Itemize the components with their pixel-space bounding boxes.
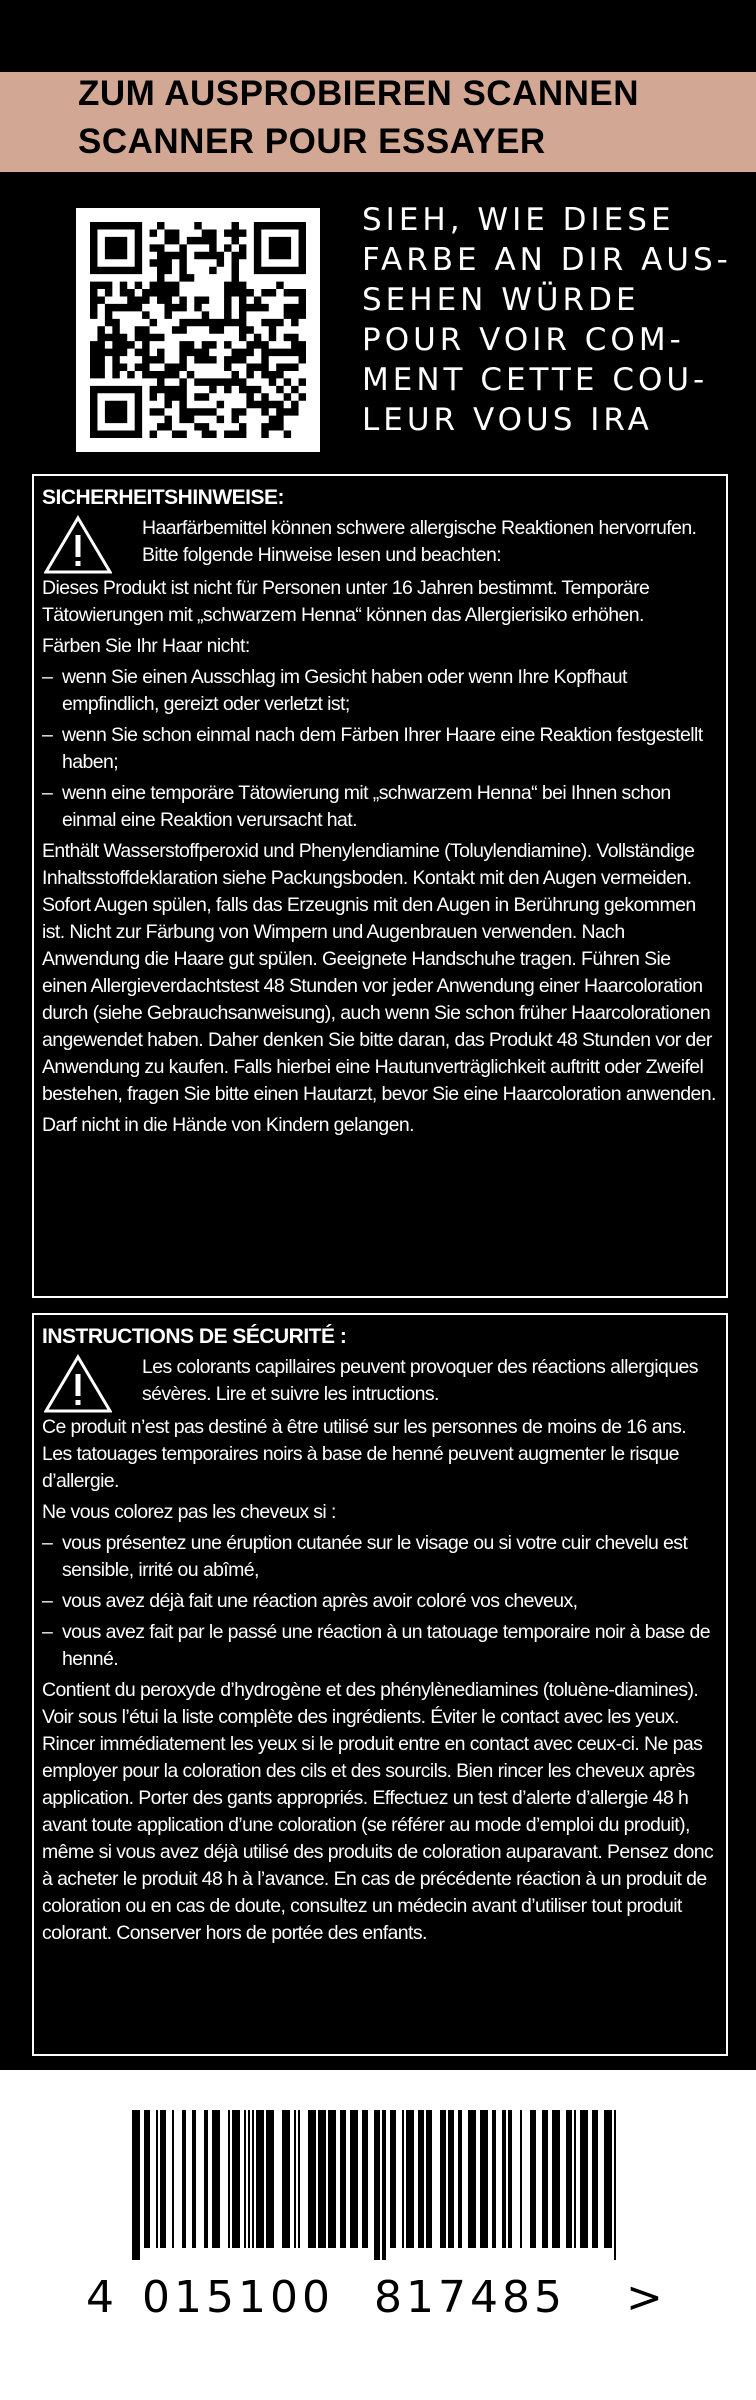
barcode-bar xyxy=(468,2110,476,2248)
barcode-bar xyxy=(440,2110,446,2248)
list-item: – vous avez fait par le passé une réaction à un tatouage temporaire noir à base de henné. xyxy=(42,1621,710,1670)
barcode-bar xyxy=(492,2110,496,2248)
barcode-bar xyxy=(248,2110,250,2248)
child-warning-de: Darf nicht in die Hände von Kindern gelangen. xyxy=(42,1114,414,1136)
barcode-bar xyxy=(144,2110,150,2248)
try-on-line: POUR VOIR COM- xyxy=(362,322,685,358)
barcode-bar xyxy=(374,2110,380,2260)
warning-triangle-icon xyxy=(44,1354,112,1414)
ingredients-instructions-fr: Contient du peroxyde d’hydrogène et des phénylènediamines (toluène-diamines). Voir sous l’étui la liste complète des ingrédients. Éviter le contact avec les yeux. Rincer immédiatement les yeux si le produit entre en contact avec ceux-ci. Ne pas employer pour la coloration des cils et des sourcils. Bien rincer les cheveux après application. Porter des gants appropriés. Effectuez un test d’alerte d’allergie 48 h avant toute application d’une coloration (se référer au mode d’emploi du produit), même si vous avez déjà utilisé des produits de coloration auparavant. Pensez donc à acheter le produit 48 h à l’avance. En cas de précédente réaction à un produit de coloration ou en cas de doute, consultez un médecin avant d’utiliser tout produit colorant. Conserver hors de portée des enfants. xyxy=(42,1679,714,1944)
barcode-bar xyxy=(530,2110,536,2248)
list-item-text: wenn Sie einen Ausschlag im Gesicht haben oder wenn Ihre Kopfhaut empfindlich, gereizt oder verletzt ist; xyxy=(62,666,627,715)
barcode-bar xyxy=(580,2110,588,2248)
ingredients-instructions-de: Enthält Wasserstoffperoxid und Phenylendiamine (Toluylendiamine). Vollständige Inhaltsstoffdeklaration siehe Packungsboden. Kontakt mit den Augen vermeiden. Sofort Augen spülen, falls das Erzeugnis mit den Augen in Berührung gekommen ist. Nicht zur Färbung von Wimpern und Augenbrauen verwenden. Nach Anwendung die Haare gut spülen. Geeignete Handschuhe tragen. Führen Sie einen Allergieverdachtstest 48 Stunden vor jeder Anwendung einer Haarcoloration durch (siehe Gebrauchsanweisung), auch wenn Sie schon früher Haarcolorationen angewendet haben. Daher denken Sie bitte daran, das Produkt 48 Stunden vor der Anwendung zu kaufen. Falls hierbei eine Hautunverträglichkeit auftritt oder Zweifel bestehen, fragen Sie bitte einen Hautarzt, bevor Sie eine Haarcoloration anwenden. xyxy=(42,840,716,1105)
list-item-text: wenn Sie schon einmal nach dem Färben Ihrer Haare eine Reaktion festgestellt haben; xyxy=(62,724,703,773)
barcode-bar xyxy=(328,2110,336,2248)
barcode-bar xyxy=(418,2110,424,2248)
try-on-line: FARBE AN DIR AUS- xyxy=(362,242,732,278)
qr-code-icon xyxy=(90,222,306,438)
safety-title-fr: INSTRUCTIONS DE SÉCURITÉ : xyxy=(42,1325,347,1348)
barcode-marker: > xyxy=(626,2272,667,2323)
barcode-bar xyxy=(592,2110,598,2248)
barcode-bar xyxy=(244,2110,246,2248)
list-item: – wenn eine temporäre Tätowierung mit „schwarzem Henna“ bei Ihnen schon einmal eine Reaktion verursacht hat. xyxy=(42,782,671,831)
barcode-bar xyxy=(350,2110,358,2248)
allergy-warning-fr: Les colorants capillaires peuvent provoquer des réactions allergiques sévères. Lire et suivre les intructions. xyxy=(142,1356,698,1405)
barcode-bar xyxy=(362,2110,368,2248)
try-on-text xyxy=(362,200,732,440)
barcode-bar xyxy=(232,2110,240,2248)
barcode-bar xyxy=(156,2110,158,2248)
barcode-bar xyxy=(604,2110,612,2248)
barcode-bar xyxy=(382,2110,386,2260)
safety-box-de xyxy=(32,474,728,1298)
barcode-bar xyxy=(212,2110,220,2248)
barcode-bar xyxy=(172,2110,174,2248)
do-not-dye-lead-de: Färben Sie Ihr Haar nicht: xyxy=(42,635,250,657)
barcode-bar xyxy=(458,2110,462,2248)
banner-title-de: ZUM AUSPROBIEREN SCANNEN xyxy=(78,74,640,113)
list-item: – vous avez déjà fait une réaction après avoir coloré vos cheveux, xyxy=(42,1590,578,1612)
barcode-bar xyxy=(574,2110,576,2248)
list-item: – vous présentez une éruption cutanée sur le visage ou si votre cuir chevelu est sensible, irrité ou abîmé, xyxy=(42,1532,688,1581)
barcode-bar xyxy=(406,2110,414,2248)
barcode-bar xyxy=(614,2110,616,2260)
barcode-bar xyxy=(566,2110,572,2248)
ean-barcode-icon xyxy=(128,2110,628,2260)
qr-code[interactable] xyxy=(76,208,320,452)
try-on-line: SEHEN WÜRDE xyxy=(362,282,640,318)
barcode-bar xyxy=(266,2110,274,2248)
barcode-bar xyxy=(252,2110,254,2248)
list-item-text: wenn eine temporäre Tätowierung mit „schwarzem Henna“ bei Ihnen schon einmal eine Reaktion verursacht hat. xyxy=(62,782,671,831)
list-item: – wenn Sie schon einmal nach dem Färben Ihrer Haare eine Reaktion festgestellt haben; xyxy=(42,724,703,773)
try-on-line: LEUR VOUS IRA xyxy=(362,402,653,438)
barcode-digit-first: 4 xyxy=(86,2272,118,2323)
safety-box-fr xyxy=(32,1313,728,2056)
barcode-digits-left: 015100 xyxy=(142,2272,334,2323)
try-on-line: MENT CETTE COU- xyxy=(362,362,709,398)
barcode-bar xyxy=(402,2110,404,2248)
barcode-bar xyxy=(160,2110,166,2248)
barcode-bar xyxy=(182,2110,186,2248)
do-not-dye-lead-fr: Ne vous colorez pas les cheveux si : xyxy=(42,1501,336,1523)
scan-banner xyxy=(0,72,756,172)
warning-triangle-icon xyxy=(44,515,112,575)
barcode-digits xyxy=(86,2272,686,2342)
barcode-bar xyxy=(318,2110,326,2248)
list-item-text: vous présentez une éruption cutanée sur le visage ou si votre cuir chevelu est sensible, irrité ou abîmé, xyxy=(62,1532,688,1581)
barcode-bar xyxy=(294,2110,296,2248)
banner-title-fr: SCANNER POUR ESSAYER xyxy=(78,122,546,161)
barcode-bar xyxy=(520,2110,522,2248)
barcode-bar xyxy=(480,2110,488,2248)
safety-title-de: SICHERHEITSHINWEISE: xyxy=(42,486,285,509)
barcode-bar xyxy=(508,2110,512,2248)
barcode-bar xyxy=(308,2110,316,2248)
barcode-bar xyxy=(256,2110,264,2248)
barcode-bar xyxy=(448,2110,454,2248)
barcode-bar xyxy=(132,2110,140,2260)
barcode-bar xyxy=(282,2110,290,2248)
barcode-bar xyxy=(204,2110,208,2248)
barcode-bar xyxy=(426,2110,432,2248)
barcode-bar xyxy=(192,2110,196,2248)
try-on-line: SIEH, WIE DIESE xyxy=(362,202,675,238)
age-notice-fr: Ce produit n’est pas destiné à être utilisé sur les personnes de moins de 16 ans. Les tatouages temporaires noirs à base de henné peuvent augmenter le risque d’allergie. xyxy=(42,1416,687,1492)
barcode-bar xyxy=(552,2110,560,2248)
barcode-digits-right: 817485 xyxy=(374,2272,566,2323)
list-item: – wenn Sie einen Ausschlag im Gesicht haben oder wenn Ihre Kopfhaut empfindlich, gereizt oder verletzt ist; xyxy=(42,666,627,715)
barcode-bar xyxy=(298,2110,300,2248)
age-notice-de: Dieses Produkt ist nicht für Personen unter 16 Jahren bestimmt. Temporäre Tätowierungen mit „schwarzem Henna“ können das Allergierisiko erhöhen. xyxy=(42,577,650,626)
list-item-text: vous avez fait par le passé une réaction à un tatouage temporaire noir à base de henné. xyxy=(62,1621,710,1670)
barcode-bar xyxy=(228,2110,230,2248)
list-item-text: vous avez déjà fait une réaction après avoir coloré vos cheveux, xyxy=(62,1590,578,1612)
barcode-bar xyxy=(502,2110,506,2248)
qr-modules xyxy=(90,222,306,438)
barcode-bar xyxy=(390,2110,396,2248)
barcode-bar xyxy=(340,2110,346,2248)
allergy-warning-de: Haarfärbemittel können schwere allergische Reaktionen hervorrufen. Bitte folgende Hinweise lesen und beachten: xyxy=(142,517,697,566)
barcode-bar xyxy=(542,2110,548,2248)
